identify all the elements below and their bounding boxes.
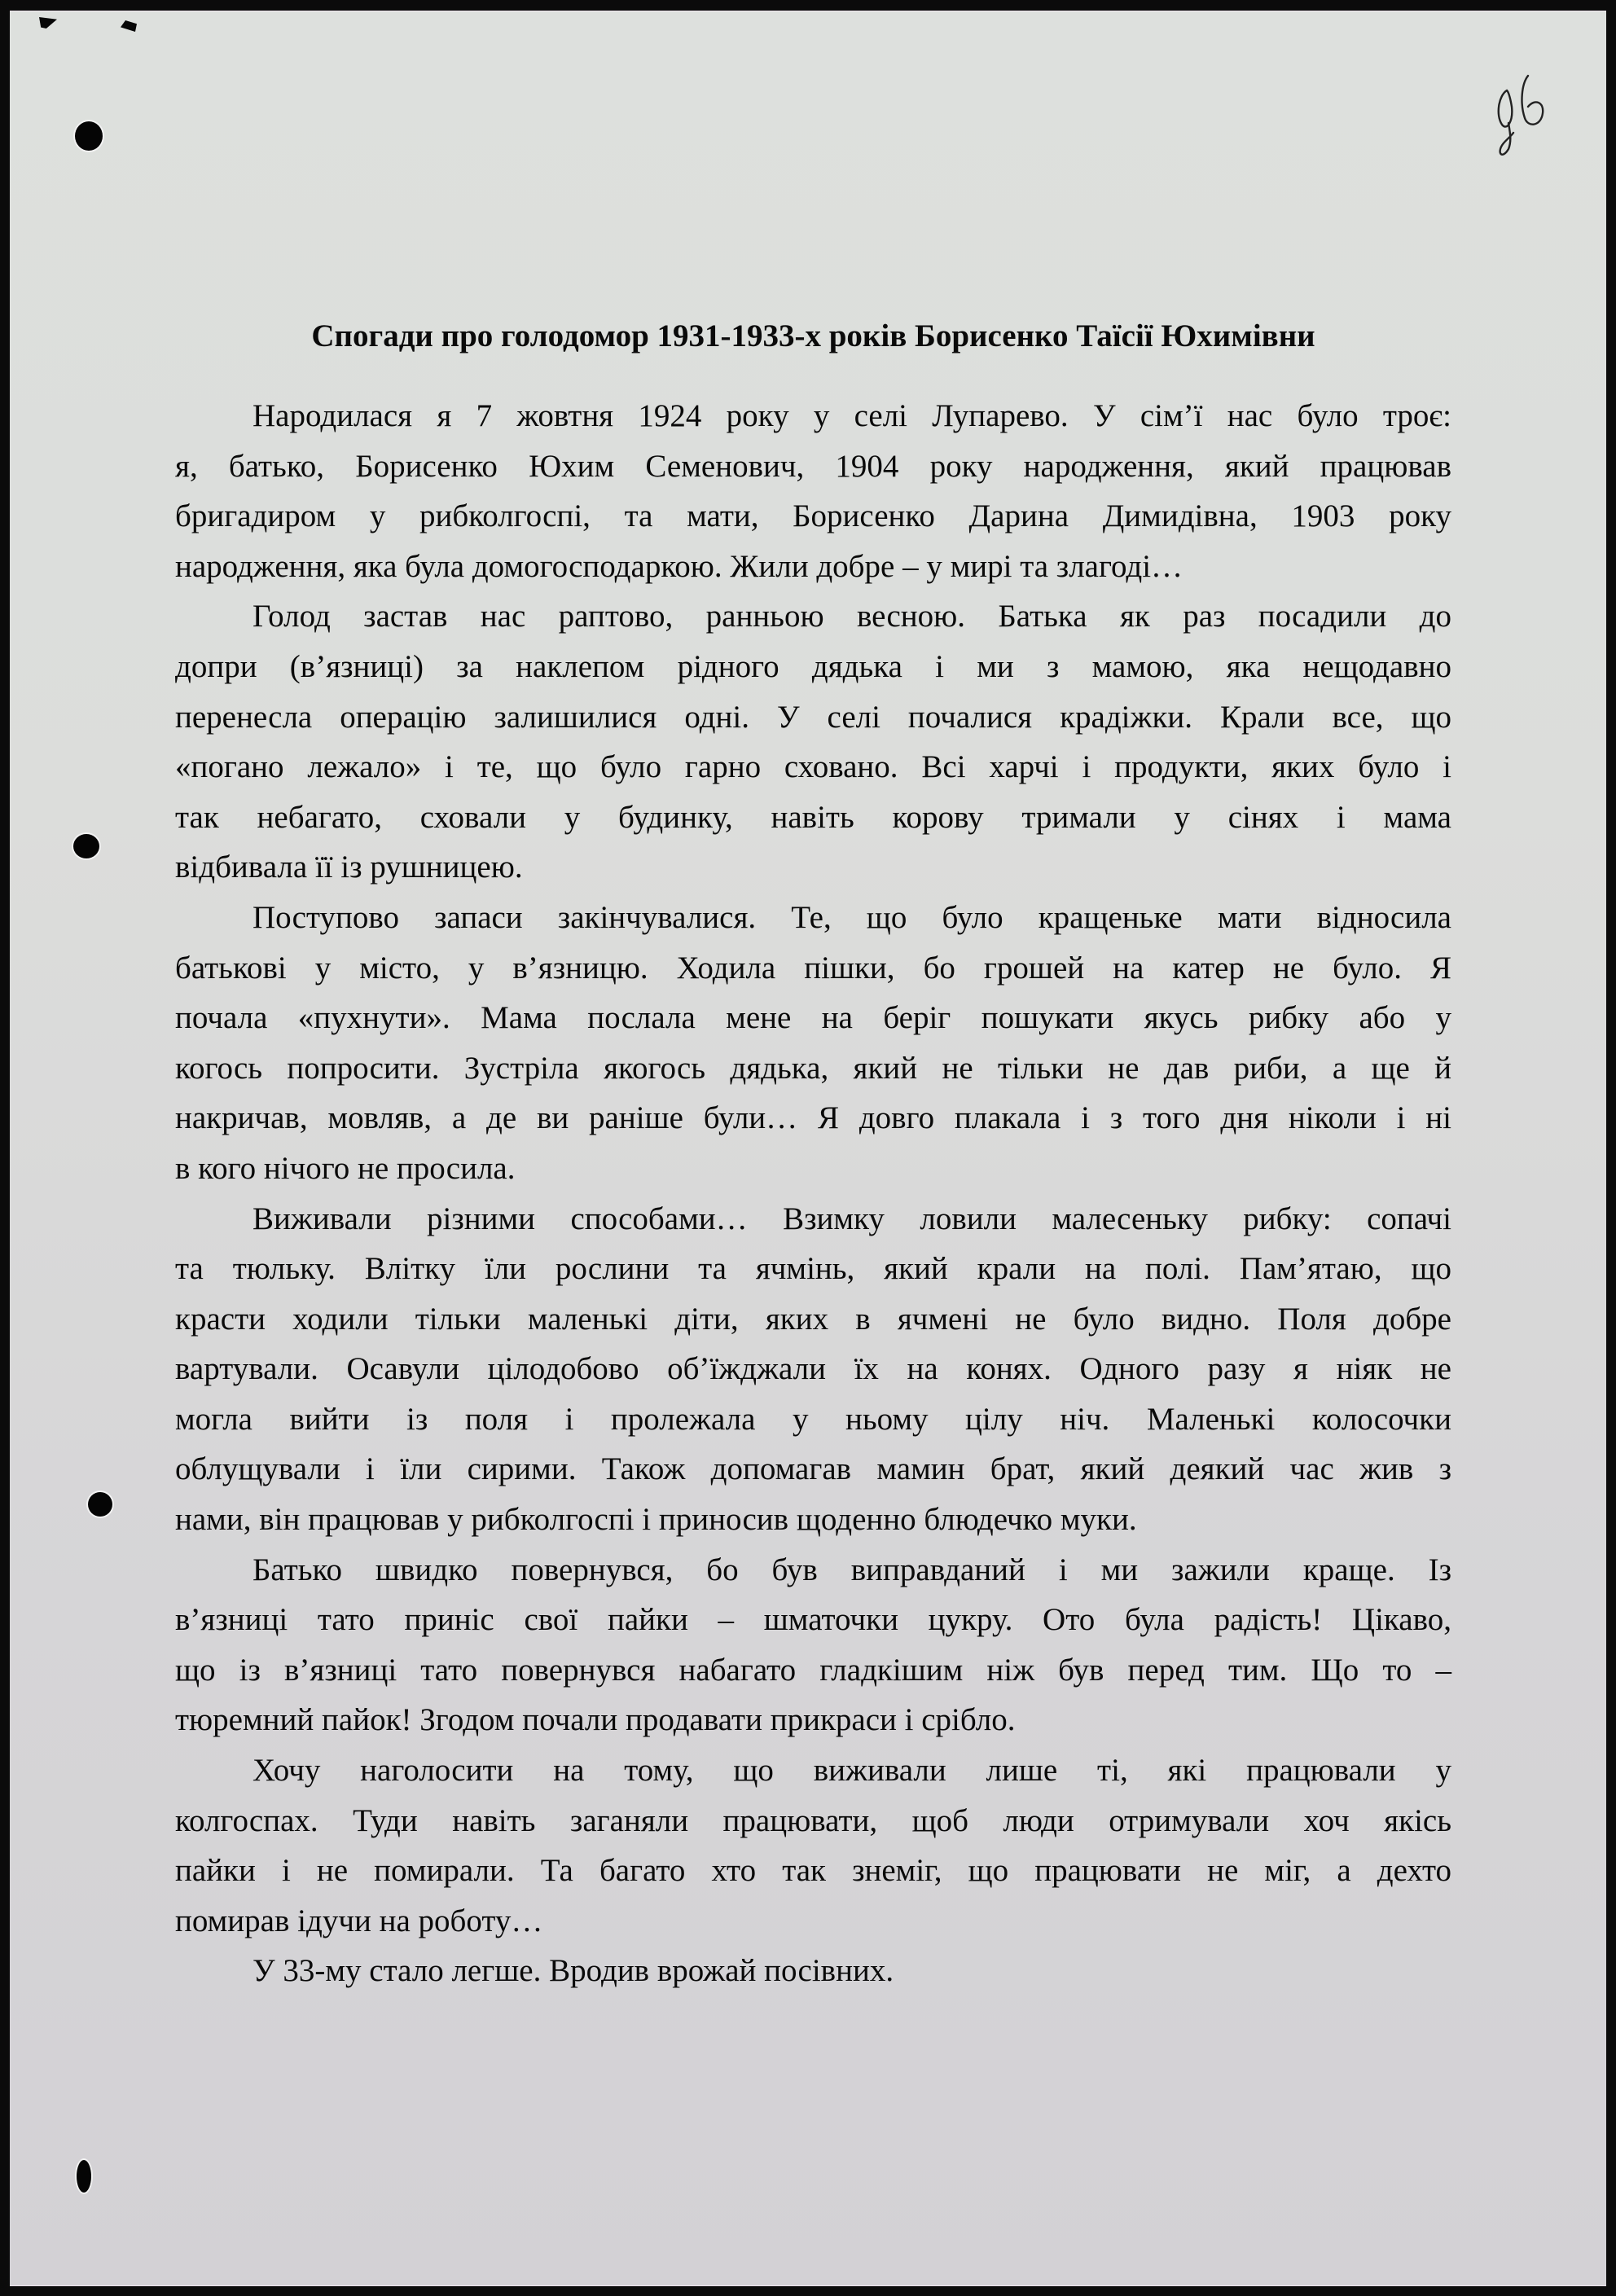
paragraph bbox=[175, 391, 1451, 591]
punch-hole bbox=[75, 121, 103, 151]
memoir-text bbox=[175, 391, 1451, 1996]
text-line: вартували. Осавули цілодобово об’їжджали їх на конях. Одного разу я ніяк не bbox=[175, 1351, 1451, 1387]
paragraph bbox=[175, 1946, 1451, 1996]
text-line: «погано лежало» і те, що було гарно сховано. Всі харчі і продукти, яких було і bbox=[175, 749, 1451, 785]
text-line: в’язниці тато приніс свої пайки – шматочки цукру. Ото була радість! Цікаво, bbox=[175, 1602, 1451, 1638]
text-line: нами, він працював у рибколгоспі і приносив щоденно блюдечко муки. bbox=[175, 1502, 1137, 1538]
text-line: когось попросити. Зустріла якогось дядька, який не тільки не дав риби, а ще й bbox=[175, 1050, 1451, 1086]
text-line: почала «пухнути». Мама послала мене на беріг пошукати якусь рибку або у bbox=[175, 1000, 1451, 1036]
text-line: У 33-му стало легше. Вродив врожай посівних. bbox=[253, 1953, 894, 1989]
text-line: народження, яка була домогосподаркою. Жили добре – у мирі та злагоді… bbox=[175, 548, 1183, 584]
text-line: могла вийти із поля і пролежала у ньому цілу ніч. Маленькі колосочки bbox=[175, 1401, 1451, 1437]
text-line: так небагато, сховали у будинку, навіть корову тримали у сінях і мама bbox=[175, 799, 1451, 835]
text-line: я, батько, Борисенко Юхим Семенович, 1904 року народження, який працював bbox=[175, 448, 1451, 484]
document-title: Спогади про голодомор 1931-1933-х років Борисенко Таїсії Юхимівни bbox=[311, 318, 1315, 353]
text-line: та тюльку. Влітку їли рослини та ячмінь, який крали на полі. Пам’ятаю, що bbox=[175, 1251, 1451, 1287]
punch-hole bbox=[73, 834, 99, 858]
text-line: Голод застав нас раптово, ранньою весною. Батька як раз посадили до bbox=[253, 599, 1451, 634]
text-line: накричав, мовляв, а де ви раніше були… Я довго плакала і з того дня ніколи і ні bbox=[175, 1100, 1451, 1136]
text-line: облущували і їли сирими. Також допомагав мамин брат, який деякий час жив з bbox=[175, 1451, 1451, 1487]
staple-tear-right bbox=[121, 20, 137, 32]
paragraph bbox=[175, 1545, 1451, 1745]
text-line: бригадиром у рибколгоспі, та мати, Борисенко Дарина Димидівна, 1903 року bbox=[175, 498, 1451, 534]
punch-hole bbox=[88, 1492, 112, 1517]
text-line: тюремний пайок! Згодом почали продавати прикраси і срібло. bbox=[175, 1702, 1016, 1738]
text-line: перенесла операцію залишилися одні. У селі почалися крадіжки. Крали все, що bbox=[175, 699, 1451, 735]
text-line: Народилася я 7 жовтня 1924 року у селі Лупарево. У сім’ї нас було троє: bbox=[253, 398, 1451, 433]
text-line: відбивала її із рушницею. bbox=[175, 849, 523, 885]
text-line: красти ходили тільки маленькі діти, яких в ячмені не було видно. Поля добре bbox=[175, 1301, 1451, 1337]
text-line: що із в’язниці тато повернувся набагато гладкішим ніж був перед тим. Що то – bbox=[175, 1652, 1451, 1688]
punch-hole bbox=[77, 2160, 91, 2193]
text-line: помирав ідучи на роботу… bbox=[175, 1903, 543, 1938]
text-line: Батько швидко повернувся, бо був виправданий і ми зажили краще. Із bbox=[253, 1552, 1451, 1587]
text-line: Хочу наголосити на тому, що виживали лише ті, які працювали у bbox=[253, 1753, 1451, 1789]
text-line: в кого нічого не просила. bbox=[175, 1150, 516, 1186]
text-line: колгоспах. Туди навіть заганяли працювати, щоб люди отримували хоч якісь bbox=[175, 1802, 1451, 1838]
staple-tear-left bbox=[39, 17, 57, 29]
paragraph bbox=[175, 1745, 1451, 1946]
handwritten-page-number bbox=[1492, 74, 1557, 164]
text-line: Виживали різними способами… Взимку ловили малесеньку рибку: сопачі bbox=[253, 1201, 1451, 1236]
paragraph bbox=[175, 893, 1451, 1194]
paragraph bbox=[175, 1194, 1451, 1545]
text-line: пайки і не помирали. Та багато хто так знеміг, що працювати не міг, а дехто bbox=[175, 1853, 1451, 1889]
text-line: допри (в’язниці) за наклепом рідного дядька і ми з мамою, яка нещодавно bbox=[175, 648, 1451, 684]
text-line: Поступово запаси закінчувалися. Те, що було кращеньке мати відносила bbox=[253, 899, 1451, 935]
paragraph bbox=[175, 591, 1451, 893]
text-line: батькові у місто, у в’язницю. Ходила пішки, бо грошей на катер не було. Я bbox=[175, 950, 1451, 986]
